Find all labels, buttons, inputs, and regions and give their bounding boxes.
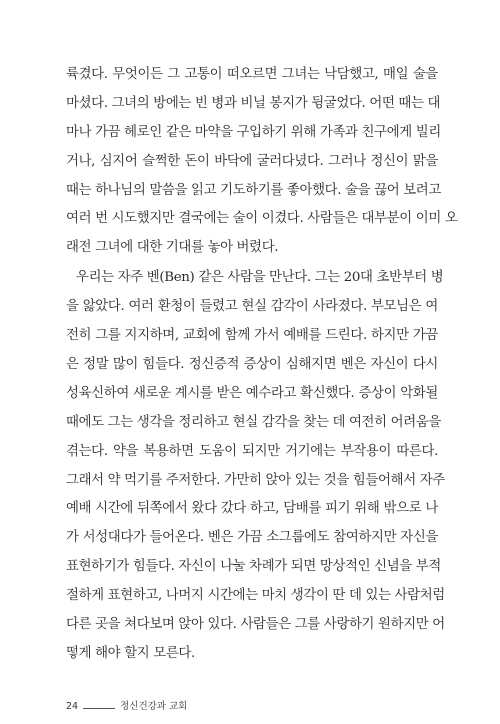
paragraph-1-line-7: 래전 그녀에 대한 기대를 놓아 버렸다. xyxy=(66,240,279,255)
paragraph-2-line-8: 그래서 약 먹기를 주저한다. 가만히 앉아 있는 것을 힘들어해서 자주 xyxy=(66,473,445,488)
paragraph-2-line-3: 전히 그를 지지하며, 교회에 함께 가서 예배를 드린다. 하지만 가끔 xyxy=(66,328,438,343)
paragraph-2-line-9: 예배 시간에 뒤쪽에서 왔다 갔다 하고, 담배를 피기 위해 밖으로 나 xyxy=(66,501,438,516)
paragraph-2-line-7: 겪는다. 약을 복용하면 도움이 되지만 거기에는 부작용이 따른다. xyxy=(66,444,438,459)
paragraph-2-line-1: 우리는 자주 벤(Ben) 같은 사람을 만난다. 그는 20대 초반부터 병 xyxy=(76,270,444,285)
paragraph-1-line-1: 륙겼다. 무엇이든 그 고통이 떠오르면 그녀는 낙담했고, 매일 술을 xyxy=(66,67,438,82)
footer-rule xyxy=(83,708,115,709)
page-footer xyxy=(66,698,187,712)
running-title: 정신건강과 교회 xyxy=(120,701,188,712)
paragraph-1-line-6: 여러 번 시도했지만 결국에는 술이 이겼다. 사람들은 대부분이 이미 오 xyxy=(66,211,458,226)
page-number: 24 xyxy=(66,701,79,712)
paragraph-2-line-4: 은 정말 많이 힘들다. 정신증적 증상이 심해지면 벤은 자신이 다시 xyxy=(66,357,438,372)
paragraph-2-line-5: 성육신하여 새로운 계시를 받은 예수라고 확신했다. 증상이 악화될 xyxy=(66,386,438,401)
paragraph-2-line-10: 가 서성대다가 들어온다. 벤은 가끔 소그룹에도 참여하지만 자신을 xyxy=(66,530,438,545)
paragraph-2-line-12: 절하게 표현하고, 나머지 시간에는 마치 생각이 딴 데 있는 사람처럼 xyxy=(66,588,445,603)
paragraph-1-line-5: 때는 하나님의 말씀을 읽고 기도하기를 좋아했다. 술을 끊어 보려고 xyxy=(66,183,441,198)
paragraph-1-line-3: 마나 가끔 헤로인 같은 마약을 구입하기 위해 가족과 친구에게 빌리 xyxy=(66,125,441,140)
paragraph-2-line-6: 때에도 그는 생각을 정리하고 현실 감각을 찾는 데 여전히 어려움을 xyxy=(66,415,441,430)
paragraph-2-line-11: 표현하기가 힘들다. 자신이 나눌 차례가 되면 망상적인 신념을 부적 xyxy=(66,559,441,574)
paragraph-2-line-13: 다른 곳을 쳐다보며 앉아 있다. 사람들은 그를 사랑하기 원하지만 어 xyxy=(66,617,445,632)
paragraph-2-line-14: 떻게 해야 할지 모른다. xyxy=(66,646,195,661)
paragraph-1-line-2: 마셨다. 그녀의 방에는 빈 병과 비닐 봉지가 뒹굴었다. 어떤 때는 대 xyxy=(66,96,441,111)
paragraph-2-line-2: 을 앓았다. 여러 환청이 들렸고 현실 감각이 사라졌다. 부모님은 여 xyxy=(66,299,438,314)
paragraph-1-line-4: 거나, 심지어 슬쩍한 돈이 바닥에 굴러다녔다. 그러나 정신이 맑을 xyxy=(66,154,438,169)
